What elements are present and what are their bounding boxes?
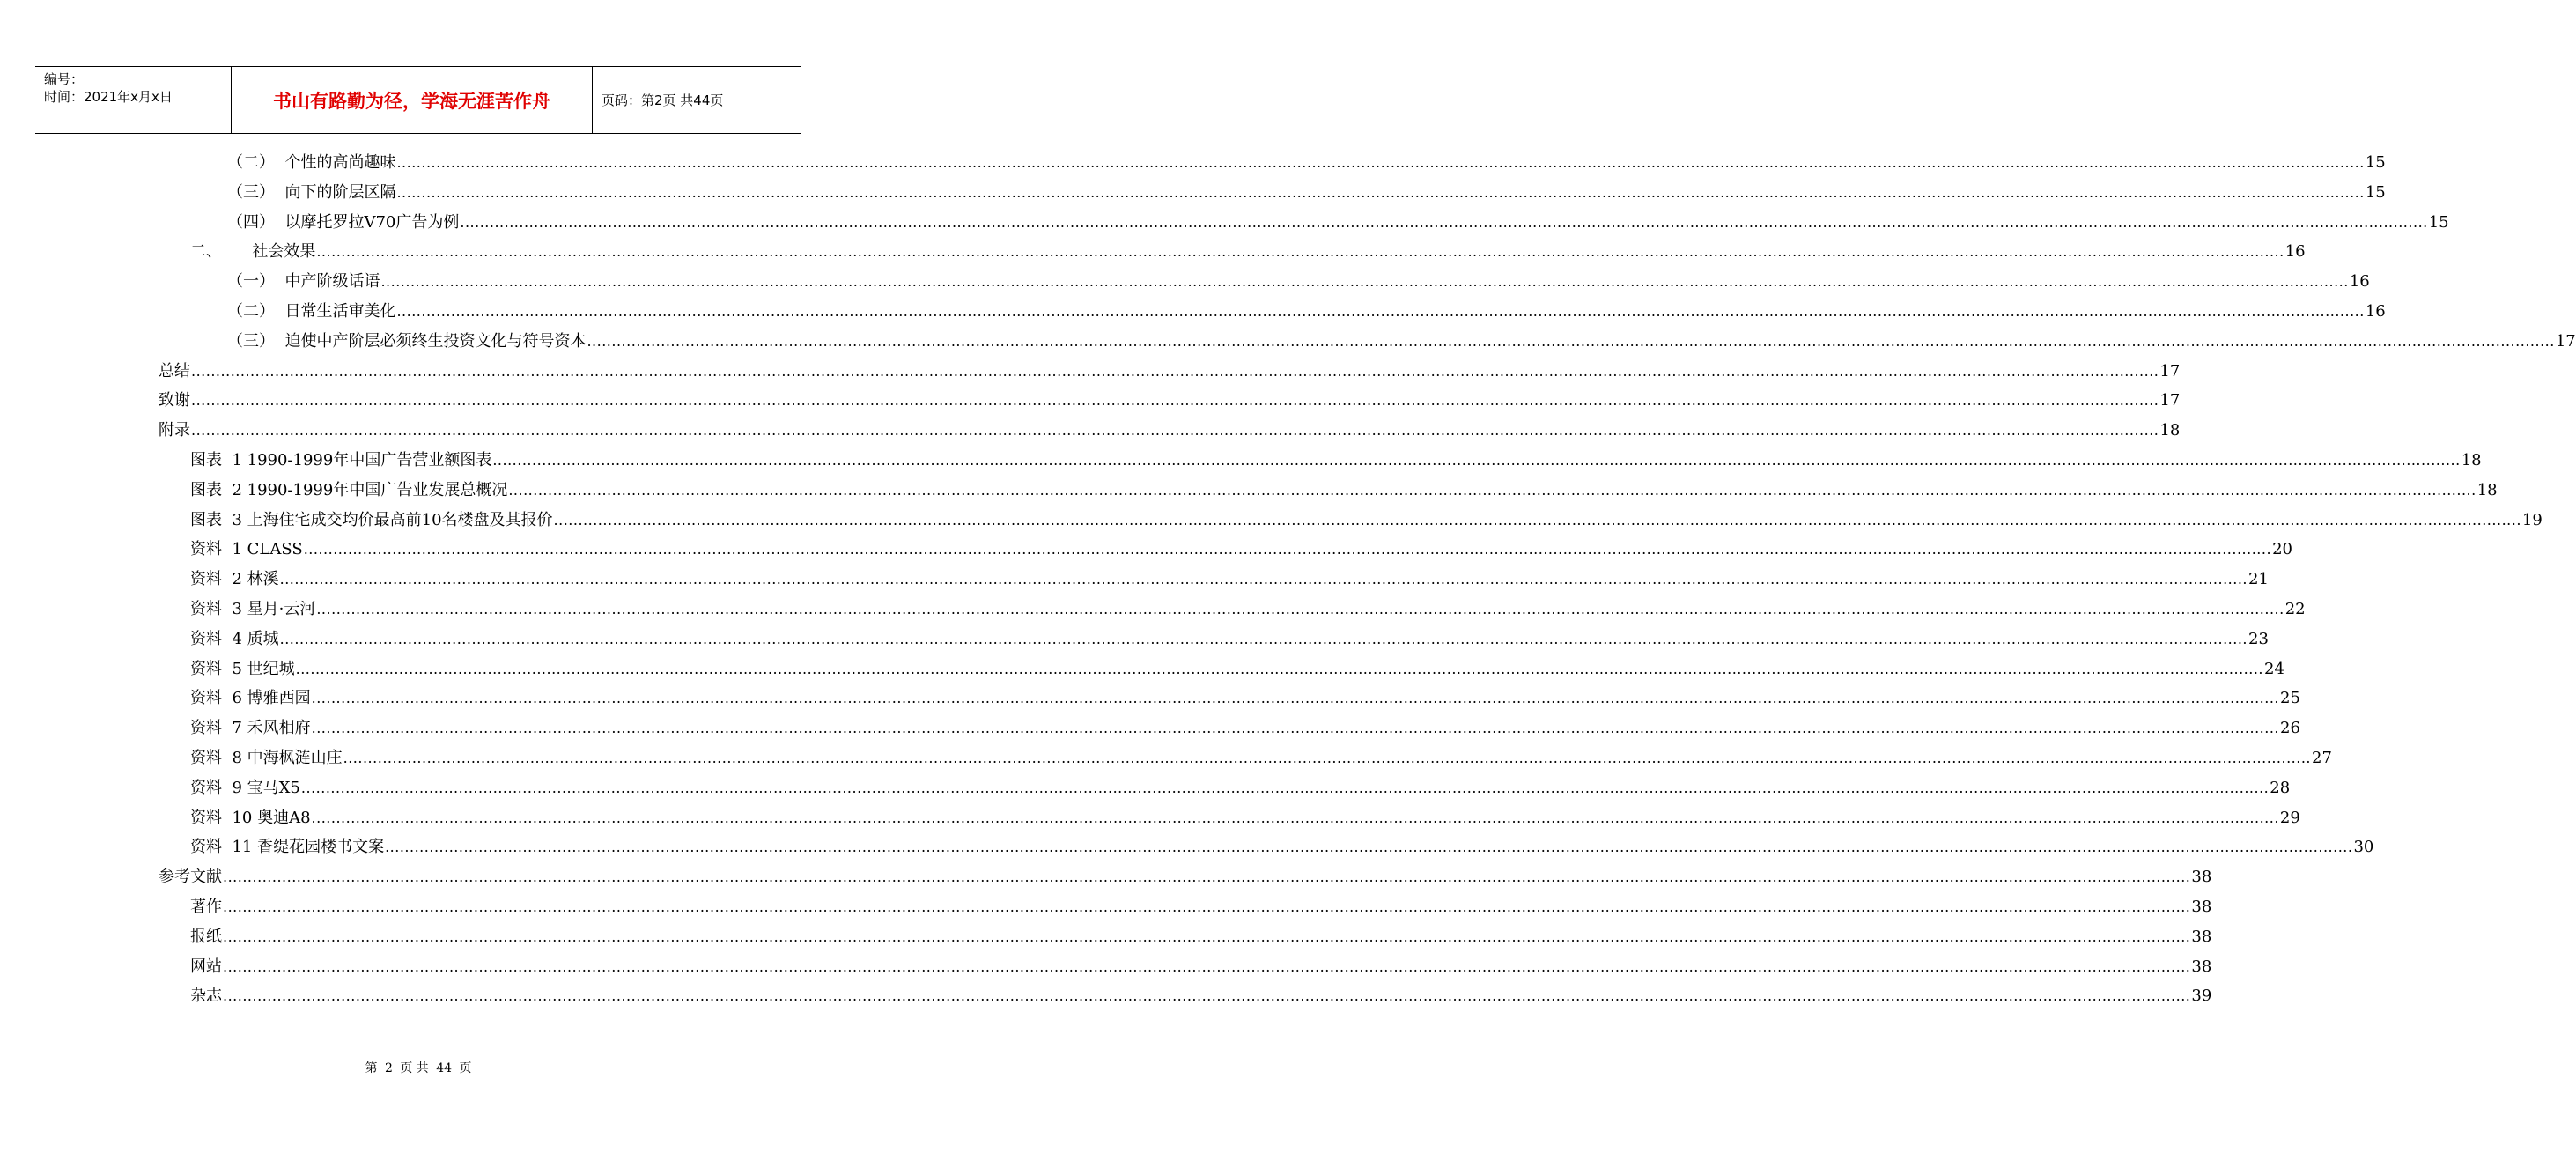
toc-dot-leader: ................................................................................................................................................................................................................................................................................................................................................................................................................ bbox=[396, 184, 2365, 201]
toc-entry-page-number: 16 bbox=[2365, 302, 2386, 321]
toc-entry[interactable] bbox=[227, 180, 2386, 206]
toc-entry[interactable] bbox=[190, 805, 2300, 831]
toc-dot-leader: ................................................................................................................................................................................................................................................................................................................................................................................................................ bbox=[587, 333, 2555, 350]
toc-dot-leader: ................................................................................................................................................................................................................................................................................................................................................................................................................ bbox=[396, 303, 2365, 320]
toc-dot-leader: ................................................................................................................................................................................................................................................................................................................................................................................................................ bbox=[295, 661, 2263, 677]
toc-dot-leader: ................................................................................................................................................................................................................................................................................................................................................................................................................ bbox=[508, 482, 2476, 499]
toc-entry-label: 资料 1 CLASS bbox=[190, 540, 303, 558]
toc-entry-page-number: 26 bbox=[2280, 719, 2300, 737]
toc-entry[interactable] bbox=[190, 477, 2498, 504]
page-header bbox=[35, 66, 801, 134]
toc-entry[interactable] bbox=[190, 894, 2212, 920]
toc-entry[interactable] bbox=[190, 239, 2306, 265]
toc-dot-leader: ................................................................................................................................................................................................................................................................................................................................................................................................................ bbox=[303, 541, 2272, 558]
toc-entry[interactable] bbox=[159, 864, 2212, 891]
toc-entry[interactable] bbox=[190, 745, 2332, 772]
toc-entry-page-number: 24 bbox=[2264, 660, 2284, 678]
toc-entry-label: 资料 5 世纪城 bbox=[190, 660, 295, 678]
toc-entry[interactable] bbox=[190, 715, 2300, 742]
toc-dot-leader: ................................................................................................................................................................................................................................................................................................................................................................................................................ bbox=[343, 750, 2311, 766]
toc-entry-page-number: 27 bbox=[2312, 749, 2332, 767]
toc-entry[interactable] bbox=[190, 447, 2482, 474]
toc-dot-leader: ................................................................................................................................................................................................................................................................................................................................................................................................................ bbox=[223, 987, 2191, 1004]
toc-entry[interactable] bbox=[190, 954, 2212, 980]
toc-entry-page-number: 17 bbox=[2555, 332, 2576, 351]
toc-dot-leader: ................................................................................................................................................................................................................................................................................................................................................................................................................ bbox=[191, 422, 2159, 439]
toc-entry-label: 资料 8 中海枫涟山庄 bbox=[190, 749, 343, 767]
toc-entry-page-number: 22 bbox=[2284, 600, 2306, 618]
toc-entry[interactable] bbox=[227, 329, 2576, 355]
toc-entry-label: 著作 bbox=[190, 898, 222, 916]
footer-middle: 页 共 bbox=[400, 1061, 429, 1075]
toc-entry[interactable] bbox=[190, 775, 2291, 802]
toc-entry-page-number: 23 bbox=[2248, 630, 2269, 648]
toc-entry[interactable] bbox=[190, 566, 2269, 593]
toc-dot-leader: ................................................................................................................................................................................................................................................................................................................................................................................................................ bbox=[311, 809, 2279, 826]
toc-entry-label: 资料 3 星月·云河 bbox=[190, 600, 316, 618]
toc-entry-page-number: 16 bbox=[2284, 242, 2306, 261]
toc-entry-label: 杂志 bbox=[190, 987, 222, 1005]
toc-entry-label: （四） 以摩托罗拉V70广告为例 bbox=[227, 213, 460, 232]
toc-entry-label: （三） 向下的阶层区隔 bbox=[227, 183, 396, 202]
toc-dot-leader: ................................................................................................................................................................................................................................................................................................................................................................................................................ bbox=[223, 898, 2191, 915]
toc-entry-label: （三） 迫使中产阶层必须终生投资文化与符号资本 bbox=[227, 332, 587, 351]
toc-dot-leader: ................................................................................................................................................................................................................................................................................................................................................................................................................ bbox=[223, 958, 2191, 975]
footer-total-pages: 44 bbox=[436, 1061, 453, 1075]
toc-entry-page-number: 38 bbox=[2191, 957, 2212, 976]
toc-entry-label: 资料 10 奥迪A8 bbox=[190, 809, 311, 827]
toc-entry-page-number: 19 bbox=[2521, 511, 2543, 529]
toc-dot-leader: ................................................................................................................................................................................................................................................................................................................................................................................................................ bbox=[279, 631, 2248, 647]
toc-dot-leader: ................................................................................................................................................................................................................................................................................................................................................................................................................ bbox=[300, 780, 2270, 796]
toc-dot-leader: ................................................................................................................................................................................................................................................................................................................................................................................................................ bbox=[492, 452, 2461, 469]
toc-dot-leader: ................................................................................................................................................................................................................................................................................................................................................................................................................ bbox=[191, 392, 2159, 409]
toc-entry[interactable] bbox=[227, 210, 2449, 236]
toc-entry[interactable] bbox=[190, 507, 2543, 534]
toc-entry-page-number: 20 bbox=[2272, 540, 2292, 558]
toc-entry-label: 资料 6 博雅西园 bbox=[190, 689, 311, 707]
toc-dot-leader: ................................................................................................................................................................................................................................................................................................................................................................................................................ bbox=[223, 868, 2191, 885]
toc-dot-leader: ................................................................................................................................................................................................................................................................................................................................................................................................................ bbox=[380, 273, 2349, 290]
toc-entry-page-number: 15 bbox=[2365, 153, 2386, 172]
page-footer bbox=[0, 1059, 837, 1076]
toc-entry[interactable] bbox=[190, 983, 2212, 1009]
toc-entry-label: 网站 bbox=[190, 957, 222, 976]
toc-entry[interactable] bbox=[159, 388, 2181, 414]
toc-entry[interactable] bbox=[190, 536, 2292, 563]
toc-dot-leader: ................................................................................................................................................................................................................................................................................................................................................................................................................ bbox=[223, 928, 2191, 945]
toc-entry-page-number: 17 bbox=[2159, 391, 2181, 410]
toc-entry-page-number: 28 bbox=[2270, 779, 2291, 797]
toc-entry-label: 资料 7 禾风相府 bbox=[190, 719, 311, 737]
toc-entry-label: 资料 4 质城 bbox=[190, 630, 279, 648]
toc-entry[interactable] bbox=[190, 834, 2374, 861]
toc-entry-label: 二、 社会效果 bbox=[190, 242, 316, 261]
toc-entry-page-number: 21 bbox=[2248, 570, 2269, 588]
toc-entry-page-number: 16 bbox=[2349, 272, 2370, 291]
toc-entry-page-number: 18 bbox=[2476, 481, 2498, 499]
toc-entry-page-number: 25 bbox=[2280, 689, 2300, 707]
toc-entry-label: 资料 11 香缇花园楼书文案 bbox=[190, 838, 385, 856]
toc-dot-leader: ................................................................................................................................................................................................................................................................................................................................................................................................................ bbox=[385, 839, 2353, 855]
toc-entry-page-number: 38 bbox=[2191, 898, 2212, 916]
document-date: 时间：2021年x月x日 bbox=[44, 89, 173, 105]
toc-dot-leader: ................................................................................................................................................................................................................................................................................................................................................................................................................ bbox=[553, 512, 2521, 528]
header-page-info: 页码：第2页 共44页 bbox=[602, 92, 724, 108]
toc-entry-label: （二） 日常生活审美化 bbox=[227, 302, 396, 321]
toc-dot-leader: ................................................................................................................................................................................................................................................................................................................................................................................................................ bbox=[316, 601, 2284, 617]
toc-entry-page-number: 38 bbox=[2191, 928, 2212, 946]
footer-suffix: 页 bbox=[459, 1061, 472, 1075]
toc-dot-leader: ................................................................................................................................................................................................................................................................................................................................................................................................................ bbox=[311, 720, 2279, 736]
toc-dot-leader: ................................................................................................................................................................................................................................................................................................................................................................................................................ bbox=[460, 214, 2428, 231]
toc-entry[interactable] bbox=[190, 924, 2212, 950]
toc-entry-label: 总结 bbox=[159, 362, 190, 381]
toc-dot-leader: ................................................................................................................................................................................................................................................................................................................................................................................................................ bbox=[191, 363, 2159, 380]
toc-entry-label: 图表 2 1990-1999年中国广告业发展总概况 bbox=[190, 481, 508, 499]
footer-current-page: 2 bbox=[384, 1061, 393, 1075]
toc-entry[interactable] bbox=[190, 685, 2300, 712]
toc-entry[interactable] bbox=[190, 656, 2284, 683]
toc-entry-label: （二） 个性的高尚趣味 bbox=[227, 153, 396, 172]
toc-entry-label: 资料 9 宝马X5 bbox=[190, 779, 300, 797]
toc-entry-label: （一） 中产阶级话语 bbox=[227, 272, 380, 291]
toc-entry-page-number: 38 bbox=[2191, 868, 2212, 886]
toc-entry-label: 致谢 bbox=[159, 391, 190, 410]
toc-entry[interactable] bbox=[159, 358, 2181, 385]
toc-entry-page-number: 18 bbox=[2159, 421, 2181, 440]
toc-entry-label: 图表 3 上海住宅成交均价最高前10名楼盘及其报价 bbox=[190, 511, 553, 529]
toc-entry-label: 报纸 bbox=[190, 928, 222, 946]
header-meta bbox=[35, 67, 231, 133]
footer-prefix: 第 bbox=[365, 1061, 378, 1075]
toc-entry[interactable] bbox=[159, 418, 2181, 444]
toc-entry-page-number: 15 bbox=[2365, 183, 2386, 202]
header-motto: 书山有路勤为径，学海无涯苦作舟 bbox=[231, 67, 593, 133]
toc-entry[interactable] bbox=[190, 596, 2306, 623]
toc-entry-label: 附录 bbox=[159, 421, 190, 440]
toc-entry-label: 图表 1 1990-1999年中国广告营业额图表 bbox=[190, 451, 492, 469]
toc-dot-leader: ................................................................................................................................................................................................................................................................................................................................................................................................................ bbox=[279, 571, 2248, 588]
document-number-label: 编号： bbox=[44, 71, 85, 87]
toc-dot-leader: ................................................................................................................................................................................................................................................................................................................................................................................................................ bbox=[316, 243, 2284, 260]
toc-entry-page-number: 15 bbox=[2428, 213, 2449, 232]
toc-entry[interactable] bbox=[190, 626, 2269, 653]
toc-entry[interactable] bbox=[227, 299, 2386, 325]
toc-dot-leader: ................................................................................................................................................................................................................................................................................................................................................................................................................ bbox=[396, 154, 2365, 171]
toc-entry[interactable] bbox=[227, 269, 2370, 295]
toc-entry-label: 资料 2 林溪 bbox=[190, 570, 279, 588]
toc-entry-page-number: 17 bbox=[2159, 362, 2181, 381]
toc-entry-page-number: 39 bbox=[2191, 987, 2212, 1005]
toc-entry-label: 参考文献 bbox=[159, 868, 222, 886]
toc-dot-leader: ................................................................................................................................................................................................................................................................................................................................................................................................................ bbox=[311, 690, 2279, 706]
toc-entry[interactable] bbox=[227, 150, 2386, 176]
toc-entry-page-number: 18 bbox=[2461, 451, 2482, 469]
toc-entry-page-number: 30 bbox=[2353, 838, 2374, 856]
toc-entry-page-number: 29 bbox=[2279, 809, 2300, 827]
